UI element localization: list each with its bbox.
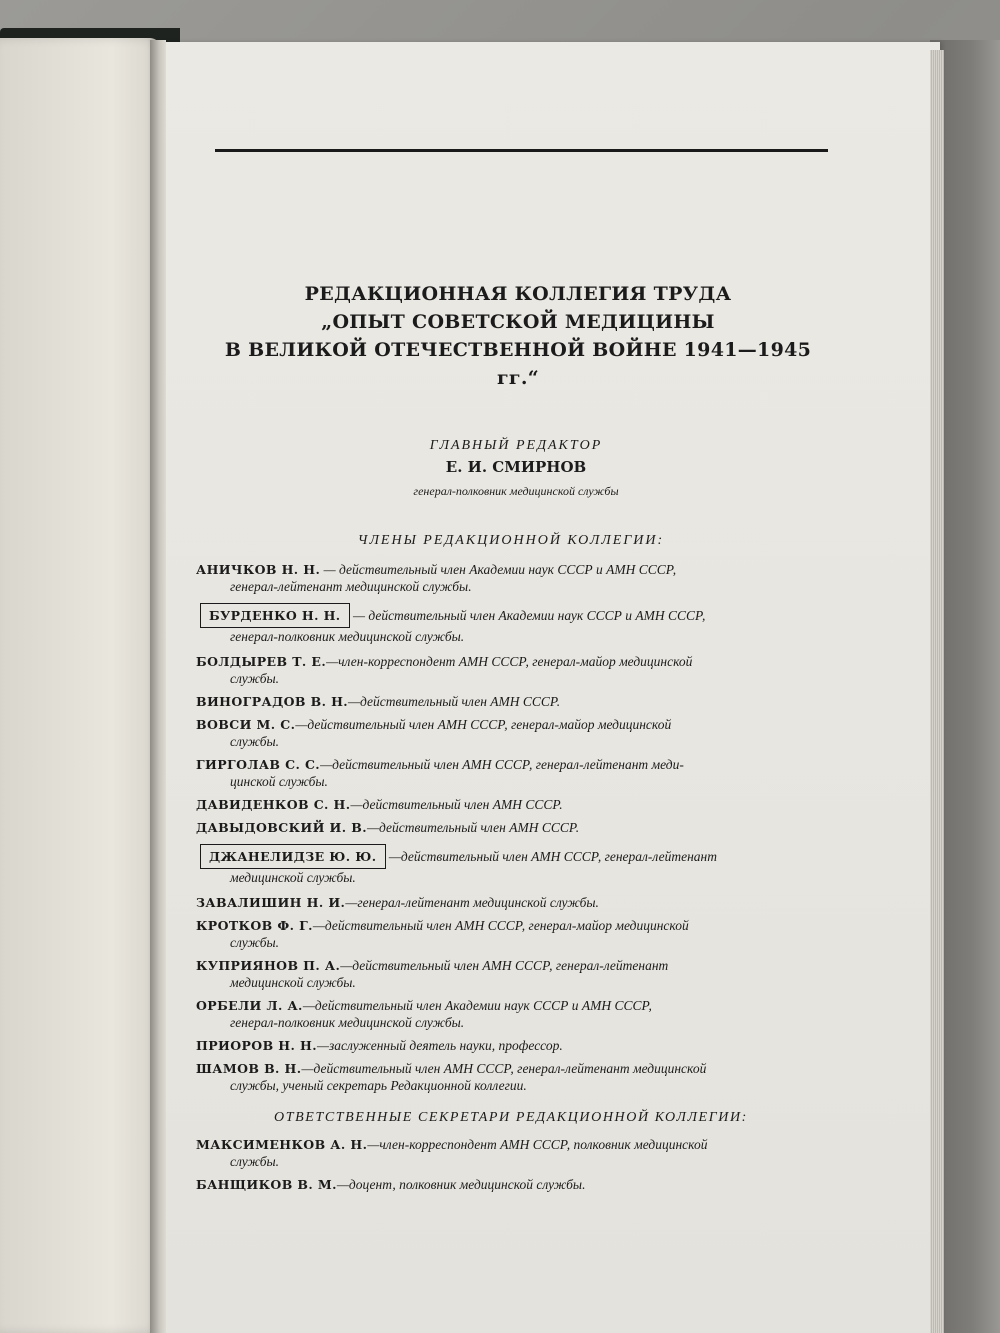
secretary-name: БАНЩИКОВ В. М. (196, 1177, 337, 1192)
member-desc: —действительный член АМН СССР, генерал-лейтенант (385, 849, 718, 864)
member-name: ВОВСИ М. С. (196, 717, 296, 732)
title-line-1: РЕДАКЦИОННАЯ КОЛЛЕГИЯ ТРУДА (304, 283, 732, 305)
member-name-boxed: БУРДЕНКО Н. Н. (200, 603, 350, 628)
member-desc-cont: службы. (230, 734, 280, 749)
list-item (196, 653, 826, 687)
member-name: БОЛДЫРЕВ Т. Е. (196, 654, 327, 669)
page-content (196, 280, 826, 1199)
member-name: АНИЧКОВ Н. Н. (196, 562, 321, 577)
chief-editor-rank: генерал-полковник медицинской службы (413, 484, 619, 498)
member-desc: —генерал-лейтенант медицинской службы. (345, 895, 599, 910)
member-name: ГИРГОЛАВ С. С. (196, 757, 321, 772)
member-desc: —заслуженный деятель науки, профессор. (316, 1038, 563, 1053)
member-desc-cont: службы. (230, 935, 280, 950)
members-list (196, 561, 826, 1094)
list-item (196, 561, 826, 595)
member-name: КРОТКОВ Ф. Г. (196, 918, 313, 933)
member-desc-cont: медицинской службы. (230, 870, 356, 885)
secretary-name: МАКСИМЕНКОВ А. Н. (196, 1137, 368, 1152)
secretaries-list (196, 1136, 826, 1193)
book-gutter (150, 40, 166, 1333)
title-line-2: „ОПЫТ СОВЕТСКОЙ МЕДИЦИНЫ (321, 311, 715, 333)
list-item (196, 997, 826, 1031)
list-item (196, 894, 826, 911)
member-desc-cont: службы. (230, 671, 280, 686)
member-name: ДАВИДЕНКОВ С. Н. (196, 797, 351, 812)
secretary-desc-cont: службы. (230, 1154, 280, 1169)
member-name-boxed: ДЖАНЕЛИДЗЕ Ю. Ю. (200, 844, 386, 869)
member-desc: —действительный член АМН СССР, генерал-лейтенант (340, 958, 669, 973)
chief-editor-name: Е. И. СМИРНОВ (445, 458, 587, 476)
list-item (196, 796, 826, 813)
title-line-3: В ВЕЛИКОЙ ОТЕЧЕСТВЕННОЙ ВОЙНЕ 1941—1945 гг.“ (224, 339, 812, 389)
member-desc: —действительный член АМН СССР, генерал-майор медицинской (295, 717, 672, 732)
member-desc: —член-корреспондент АМН СССР, генерал-майор медицинской (326, 654, 693, 669)
list-item (196, 1060, 826, 1094)
list-item (196, 957, 826, 991)
list-item (196, 601, 826, 645)
secretary-desc: —член-корреспондент АМН СССР, полковник медицинской (367, 1137, 708, 1152)
page-edges (930, 50, 944, 1333)
list-item (196, 819, 826, 836)
list-item (196, 716, 826, 750)
chief-editor-heading: ГЛАВНЫЙ РЕДАКТОР (429, 438, 603, 453)
member-name: ШАМОВ В. Н. (196, 1061, 302, 1076)
list-item (196, 917, 826, 951)
list-item (196, 1136, 826, 1170)
list-item (196, 693, 826, 710)
member-name: КУПРИЯНОВ П. А. (196, 958, 341, 973)
member-name: ДАВЫДОВСКИЙ И. В. (196, 820, 367, 835)
member-desc: —действительный член АМН СССР, генерал-лейтенант медицинской (301, 1061, 707, 1076)
page-title (210, 280, 826, 392)
member-desc: —действительный член АМН СССР. (366, 820, 580, 835)
left-page (0, 38, 160, 1333)
member-desc-cont: генерал-полковник медицинской службы. (230, 629, 465, 644)
secretary-desc: —доцент, полковник медицинской службы. (336, 1177, 586, 1192)
member-desc-cont: службы, ученый секретарь Редакционной коллегии. (230, 1078, 527, 1093)
member-desc-cont: медицинской службы. (230, 975, 356, 990)
member-name: ПРИОРОВ Н. Н. (196, 1038, 317, 1053)
member-desc-cont: генерал-полковник медицинской службы. (230, 1015, 465, 1030)
member-desc: —действительный член Академии наук СССР и АМН СССР, (302, 998, 652, 1013)
member-desc: — действительный член Академии наук СССР и АМН СССР, (349, 608, 706, 623)
list-item (196, 842, 826, 886)
member-desc-cont: генерал-лейтенант медицинской службы. (230, 579, 472, 594)
list-item (196, 756, 826, 790)
member-name: ВИНОГРАДОВ В. Н. (196, 694, 349, 709)
secretaries-heading: ОТВЕТСТВЕННЫЕ СЕКРЕТАРИ РЕДАКЦИОННОЙ КОЛЛЕГИИ: (274, 1110, 748, 1125)
member-desc: —действительный член АМН СССР. (348, 694, 561, 709)
list-item (196, 1037, 826, 1054)
member-desc: —действительный член АМН СССР, генерал-лейтенант меди- (320, 757, 684, 772)
members-heading: ЧЛЕНЫ РЕДАКЦИОННОЙ КОЛЛЕГИИ: (357, 533, 665, 548)
member-desc: —действительный член АМН СССР. (350, 797, 563, 812)
member-desc-cont: цинской службы. (230, 774, 328, 789)
member-desc: — действительный член Академии наук СССР и АМН СССР, (320, 562, 677, 577)
member-name: ОРБЕЛИ Л. А. (196, 998, 303, 1013)
member-desc: —действительный член АМН СССР, генерал-майор медицинской (312, 918, 689, 933)
member-name: ЗАВАЛИШИН Н. И. (196, 895, 346, 910)
header-rule (215, 149, 828, 152)
list-item (196, 1176, 826, 1193)
